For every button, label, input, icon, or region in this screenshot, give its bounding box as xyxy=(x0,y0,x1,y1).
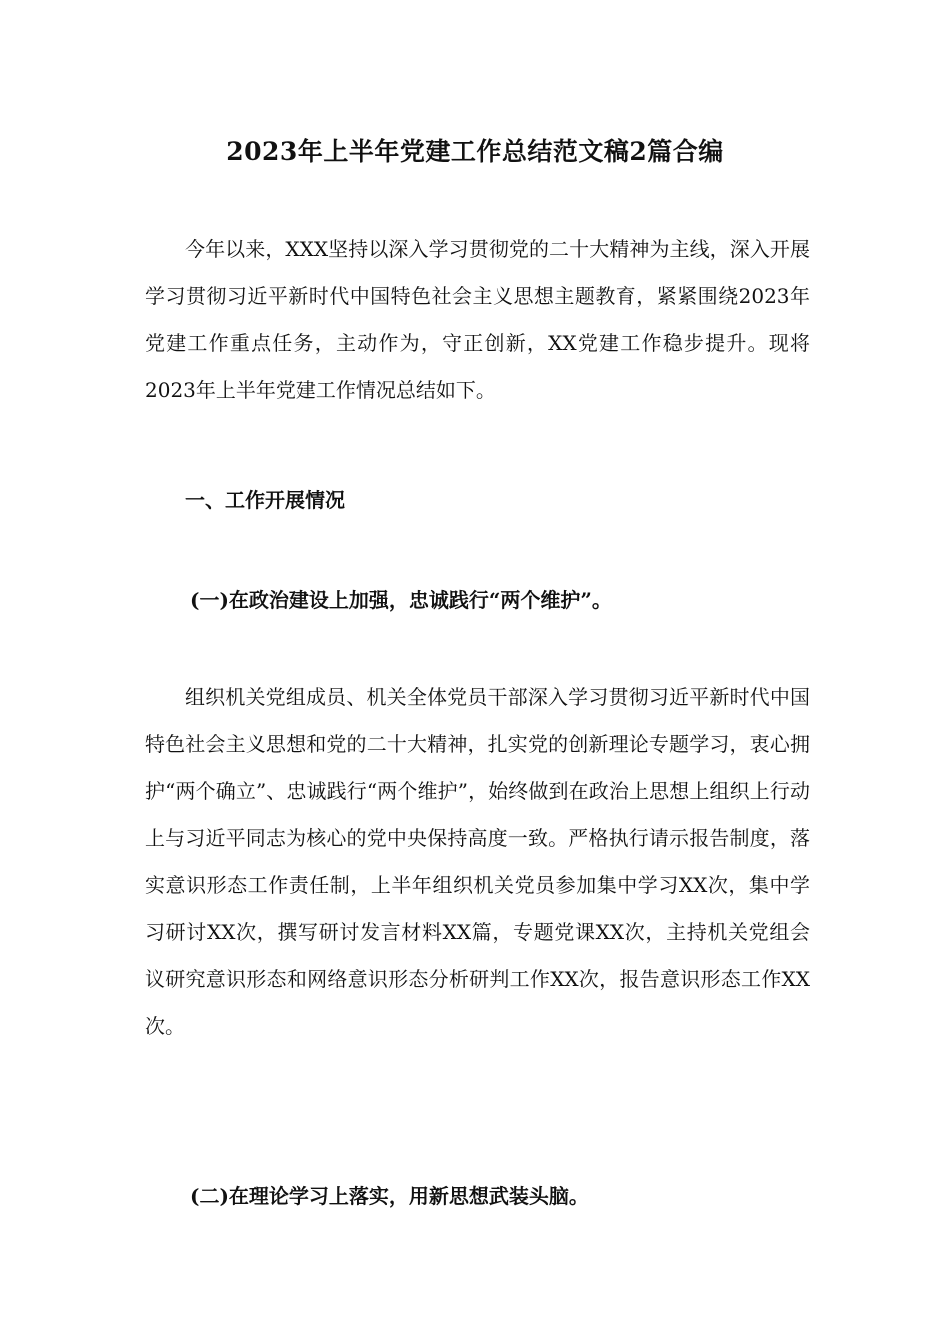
subsection-body-1: 组织机关党组成员、机关全体党员干部深入学习贯彻习近平新时代中国特色社会主义思想和党的二十大精神，扎实党的创新理论专题学习，衷心拥护“两个确立”、忠诚践行“两个维护”，始终做到在政治上思想上组织上行动上与习近平同志为核心的党中央保持高度一致。严格执行请示报告制度，落实意识形态工作责任制，上半年组织机关党员参加集中学习XX次，集中学习研讨XX次，撰写研讨发言材料XX篇，专题党课XX次，主持机关党组会议研究意识形态和网络意识形态分析研判工作XX次，报告意识形态工作XX次。 xyxy=(145,685,810,1038)
document-title: 2023年上半年党建工作总结范文稿2篇合编 xyxy=(226,137,724,166)
subsection-heading-2: (二)在理论学习上落实，用新思想武装头脑。 xyxy=(190,1184,589,1208)
subsection-heading-1: (一)在政治建设上加强，忠诚践行“两个维护”。 xyxy=(190,588,612,612)
section-heading-1: 一、工作开展情况 xyxy=(185,488,345,512)
intro-paragraph: 今年以来，XXX坚持以深入学习贯彻党的二十大精神为主线，深入开展学习贯彻习近平新时代中国特色社会主义思想主题教育，紧紧围绕2023年党建工作重点任务，主动作为，守正创新，XX党建工作稳步提升。现将2023年上半年党建工作情况总结如下。 xyxy=(145,237,810,402)
